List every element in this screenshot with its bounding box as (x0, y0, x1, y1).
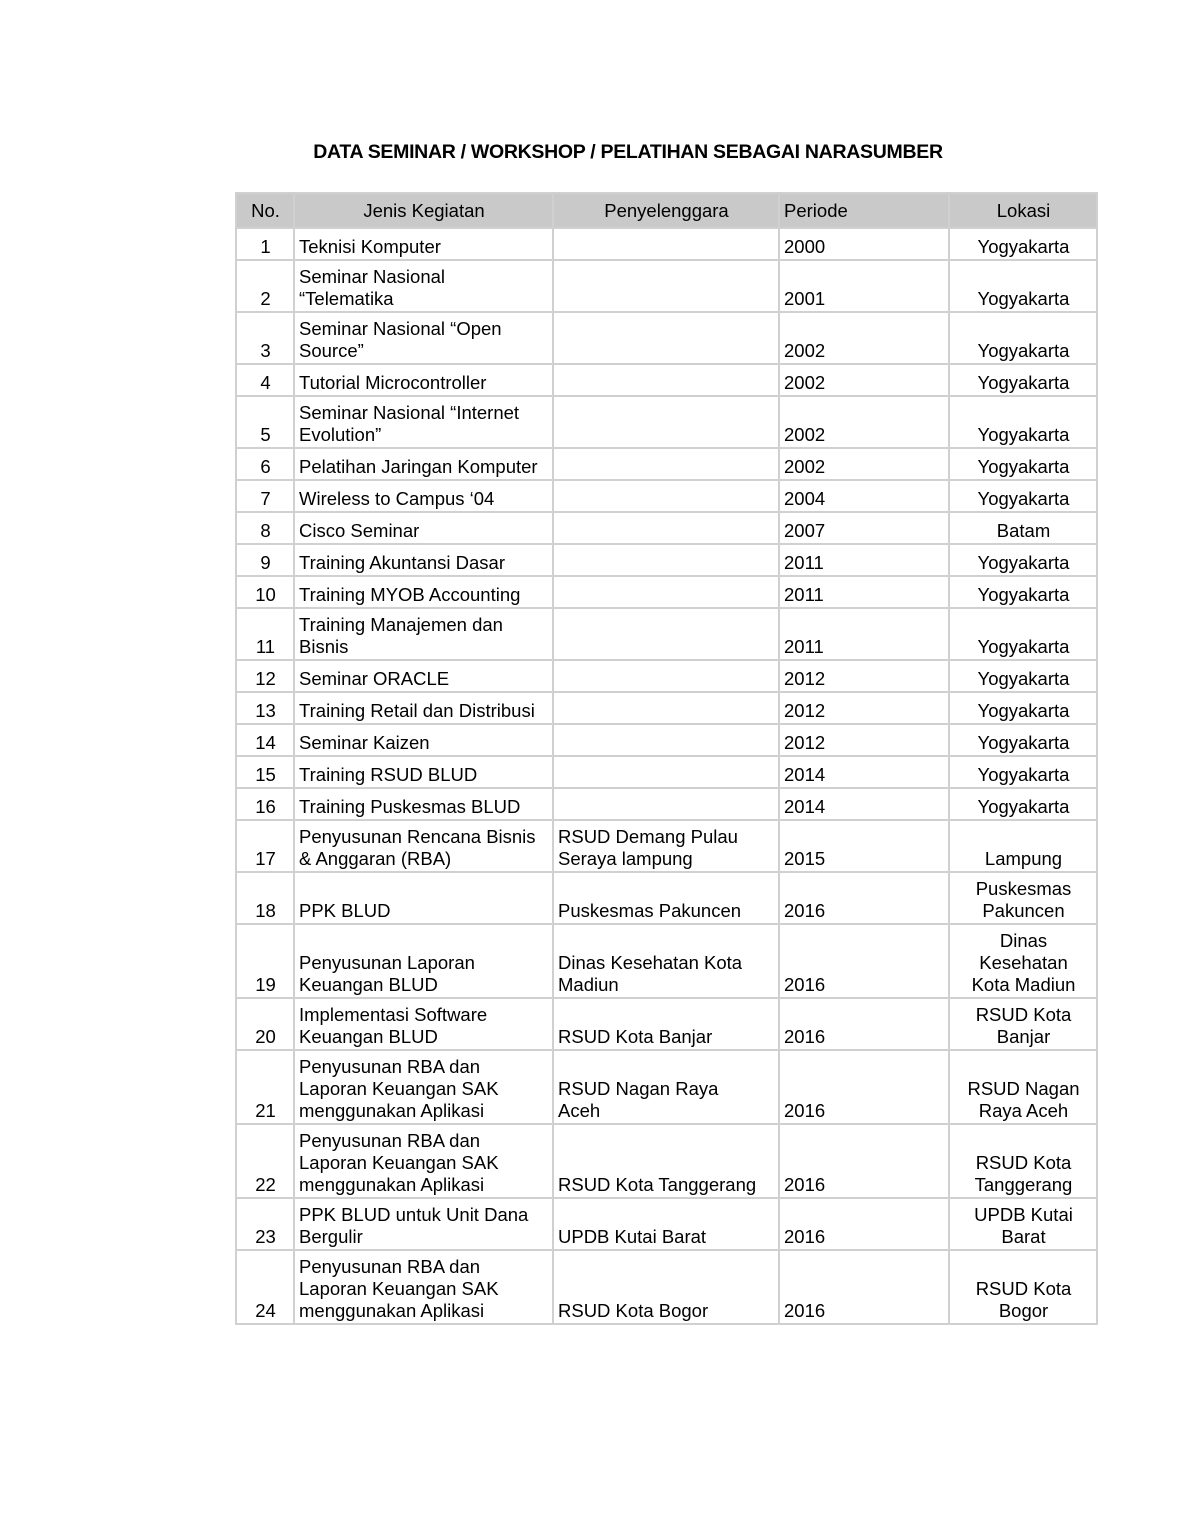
cell-lokasi-text: RSUD Kota Bogor (975, 1278, 1072, 1321)
cell-periode-text: 2011 (784, 584, 824, 605)
cell-periode-text: 2016 (784, 1226, 826, 1247)
cell-no-text: 4 (260, 372, 271, 393)
cell-no-text: 11 (255, 636, 276, 657)
cell-lokasi (949, 660, 1097, 692)
cell-periode (779, 998, 949, 1050)
cell-jenis-kegiatan (294, 512, 553, 544)
cell-jenis-kegiatan (294, 1124, 553, 1198)
cell-lokasi-text: Yogyakarta (977, 488, 1070, 509)
table-row (236, 228, 1097, 260)
cell-lokasi (949, 228, 1097, 260)
cell-no (236, 724, 294, 756)
cell-periode (779, 364, 949, 396)
table-row (236, 756, 1097, 788)
cell-jenis-kegiatan-text: Wireless to Campus ‘04 (299, 488, 495, 509)
cell-penyelenggara (553, 576, 779, 608)
cell-jenis-kegiatan (294, 756, 553, 788)
cell-lokasi (949, 512, 1097, 544)
cell-jenis-kegiatan (294, 544, 553, 576)
cell-lokasi-text: Dinas Kesehatan Kota Madiun (971, 930, 1076, 995)
cell-periode-text: 2016 (784, 900, 826, 921)
cell-lokasi-text: Yogyakarta (977, 700, 1070, 721)
cell-periode (779, 312, 949, 364)
table-row (236, 724, 1097, 756)
cell-periode-text: 2001 (784, 288, 826, 309)
cell-no-text: 1 (260, 236, 271, 257)
cell-no (236, 608, 294, 660)
cell-no-text: 8 (260, 520, 271, 541)
cell-penyelenggara-text: RSUD Kota Tanggerang (558, 1174, 757, 1195)
cell-periode (779, 1250, 949, 1324)
cell-lokasi (949, 260, 1097, 312)
table-row (236, 260, 1097, 312)
cell-penyelenggara (553, 544, 779, 576)
table-row (236, 608, 1097, 660)
cell-periode (779, 788, 949, 820)
cell-periode-text: 2011 (784, 636, 824, 657)
cell-penyelenggara-text: RSUD Demang Pulau Seraya lampung (558, 826, 738, 869)
page-title: DATA SEMINAR / WORKSHOP / PELATIHAN SEBAGAI NARASUMBER (313, 141, 943, 163)
cell-jenis-kegiatan (294, 788, 553, 820)
cell-no (236, 312, 294, 364)
cell-jenis-kegiatan (294, 396, 553, 448)
cell-no (236, 396, 294, 448)
cell-jenis-kegiatan (294, 724, 553, 756)
cell-lokasi (949, 692, 1097, 724)
cell-penyelenggara (553, 820, 779, 872)
column-header-no: No. (236, 193, 294, 228)
cell-no (236, 1198, 294, 1250)
table-row (236, 1250, 1097, 1324)
table-row (236, 364, 1097, 396)
cell-lokasi (949, 396, 1097, 448)
cell-jenis-kegiatan-text: Seminar Kaizen (299, 732, 430, 753)
cell-no-text: 13 (255, 700, 276, 721)
cell-no (236, 228, 294, 260)
cell-no-text: 6 (260, 456, 271, 477)
cell-periode-text: 2011 (784, 552, 824, 573)
cell-no (236, 924, 294, 998)
table-row (236, 312, 1097, 364)
cell-no-text: 12 (255, 668, 276, 689)
cell-no-text: 9 (260, 552, 271, 573)
cell-periode (779, 1124, 949, 1198)
cell-jenis-kegiatan (294, 228, 553, 260)
cell-penyelenggara (553, 512, 779, 544)
cell-periode-text: 2002 (784, 372, 826, 393)
cell-penyelenggara (553, 872, 779, 924)
cell-no (236, 576, 294, 608)
cell-penyelenggara (553, 608, 779, 660)
cell-lokasi-text: Yogyakarta (977, 424, 1070, 445)
cell-jenis-kegiatan-text: Training Retail dan Distribusi (299, 700, 535, 721)
cell-no-text: 21 (255, 1100, 276, 1121)
cell-penyelenggara (553, 1124, 779, 1198)
cell-jenis-kegiatan-text: Penyusunan Laporan Keuangan BLUD (299, 952, 475, 995)
cell-periode-text: 2016 (784, 1174, 826, 1195)
cell-lokasi-text: Yogyakarta (977, 732, 1070, 753)
cell-no-text: 14 (255, 732, 276, 753)
table-header-row (236, 193, 1097, 228)
table-row (236, 660, 1097, 692)
cell-penyelenggara (553, 998, 779, 1050)
cell-no (236, 364, 294, 396)
cell-jenis-kegiatan (294, 448, 553, 480)
cell-penyelenggara (553, 1050, 779, 1124)
cell-periode-text: 2012 (784, 732, 826, 753)
cell-jenis-kegiatan-text: Training Akuntansi Dasar (299, 552, 506, 573)
cell-penyelenggara (553, 1250, 779, 1324)
cell-lokasi-text: Yogyakarta (977, 288, 1070, 309)
cell-penyelenggara-text: RSUD Kota Bogor (558, 1300, 709, 1321)
cell-no-text: 3 (260, 340, 271, 361)
cell-periode-text: 2007 (784, 520, 826, 541)
cell-no (236, 1124, 294, 1198)
cell-lokasi-text: Lampung (984, 848, 1063, 869)
cell-penyelenggara (553, 756, 779, 788)
table-row (236, 1198, 1097, 1250)
cell-lokasi-text: Batam (996, 520, 1051, 541)
cell-lokasi-text: Yogyakarta (977, 668, 1070, 689)
cell-no (236, 756, 294, 788)
cell-jenis-kegiatan-text: PPK BLUD (299, 900, 391, 921)
cell-jenis-kegiatan (294, 872, 553, 924)
cell-penyelenggara (553, 788, 779, 820)
cell-lokasi-text: Yogyakarta (977, 796, 1070, 817)
cell-lokasi (949, 544, 1097, 576)
cell-penyelenggara (553, 724, 779, 756)
cell-penyelenggara (553, 480, 779, 512)
cell-jenis-kegiatan-text: Pelatihan Jaringan Komputer (299, 456, 538, 477)
cell-lokasi-text: RSUD Nagan Raya Aceh (967, 1078, 1080, 1121)
cell-periode (779, 260, 949, 312)
cell-jenis-kegiatan-text: Implementasi Software Keuangan BLUD (299, 1004, 488, 1047)
table-row (236, 692, 1097, 724)
cell-jenis-kegiatan (294, 576, 553, 608)
cell-periode-text: 2002 (784, 340, 826, 361)
cell-periode (779, 924, 949, 998)
cell-lokasi-text: Yogyakarta (977, 584, 1070, 605)
cell-no (236, 998, 294, 1050)
cell-periode-text: 2014 (784, 796, 826, 817)
cell-lokasi-text: RSUD Kota Banjar (975, 1004, 1072, 1047)
cell-jenis-kegiatan-text: Seminar Nasional “Telematika (299, 266, 446, 309)
cell-lokasi (949, 820, 1097, 872)
cell-jenis-kegiatan (294, 998, 553, 1050)
cell-no-text: 2 (260, 288, 271, 309)
cell-periode (779, 1198, 949, 1250)
cell-jenis-kegiatan-text: Training RSUD BLUD (299, 764, 478, 785)
table-row (236, 998, 1097, 1050)
cell-no-text: 23 (255, 1226, 276, 1247)
cell-periode (779, 480, 949, 512)
cell-lokasi (949, 872, 1097, 924)
cell-jenis-kegiatan (294, 820, 553, 872)
cell-penyelenggara (553, 924, 779, 998)
cell-no (236, 260, 294, 312)
cell-jenis-kegiatan-text: Penyusunan Rencana Bisnis & Anggaran (RBA) (299, 826, 536, 869)
cell-jenis-kegiatan-text: Seminar Nasional “Internet Evolution” (299, 402, 520, 445)
cell-jenis-kegiatan (294, 1050, 553, 1124)
cell-jenis-kegiatan (294, 1250, 553, 1324)
cell-no (236, 872, 294, 924)
cell-penyelenggara (553, 312, 779, 364)
cell-no-text: 15 (255, 764, 276, 785)
cell-periode-text: 2002 (784, 424, 826, 445)
column-header-penyelenggara: Penyelenggara (553, 193, 779, 228)
cell-penyelenggara (553, 260, 779, 312)
cell-lokasi (949, 756, 1097, 788)
cell-penyelenggara-text: Puskesmas Pakuncen (558, 900, 742, 921)
cell-periode (779, 692, 949, 724)
cell-no-text: 19 (255, 974, 276, 995)
cell-no-text: 22 (255, 1174, 276, 1195)
cell-no (236, 448, 294, 480)
cell-no (236, 1050, 294, 1124)
cell-lokasi-text: Yogyakarta (977, 764, 1070, 785)
cell-jenis-kegiatan-text: PPK BLUD untuk Unit Dana Bergulir (299, 1204, 529, 1247)
cell-lokasi (949, 364, 1097, 396)
cell-penyelenggara (553, 660, 779, 692)
cell-penyelenggara (553, 228, 779, 260)
cell-lokasi-text: Yogyakarta (977, 372, 1070, 393)
cell-penyelenggara (553, 364, 779, 396)
cell-periode-text: 2012 (784, 668, 826, 689)
cell-lokasi (949, 480, 1097, 512)
cell-jenis-kegiatan-text: Seminar ORACLE (299, 668, 450, 689)
cell-jenis-kegiatan (294, 692, 553, 724)
cell-periode (779, 872, 949, 924)
cell-no-text: 18 (255, 900, 276, 921)
cell-periode (779, 512, 949, 544)
cell-no (236, 820, 294, 872)
cell-no-text: 5 (260, 424, 271, 445)
cell-jenis-kegiatan (294, 924, 553, 998)
cell-jenis-kegiatan-text: Penyusunan RBA dan Laporan Keuangan SAK menggunakan Aplikasi (299, 1056, 499, 1121)
cell-periode (779, 396, 949, 448)
cell-no-text: 20 (255, 1026, 276, 1047)
cell-periode (779, 448, 949, 480)
cell-penyelenggara (553, 1198, 779, 1250)
cell-periode (779, 1050, 949, 1124)
cell-jenis-kegiatan (294, 660, 553, 692)
cell-periode (779, 660, 949, 692)
cell-lokasi (949, 608, 1097, 660)
cell-periode (779, 724, 949, 756)
cell-penyelenggara-text: RSUD Nagan Raya Aceh (558, 1078, 719, 1121)
cell-jenis-kegiatan-text: Teknisi Komputer (299, 236, 441, 257)
table-row (236, 396, 1097, 448)
cell-jenis-kegiatan-text: Seminar Nasional “Open Source” (299, 318, 502, 361)
cell-periode-text: 2002 (784, 456, 826, 477)
table-row (236, 1124, 1097, 1198)
cell-periode (779, 820, 949, 872)
table-body (236, 228, 1097, 1324)
cell-no (236, 660, 294, 692)
table-row (236, 544, 1097, 576)
table-row (236, 820, 1097, 872)
cell-periode-text: 2000 (784, 236, 826, 257)
cell-penyelenggara (553, 692, 779, 724)
cell-no-text: 17 (255, 848, 276, 869)
cell-no (236, 788, 294, 820)
cell-lokasi (949, 312, 1097, 364)
cell-penyelenggara-text: Dinas Kesehatan Kota Madiun (558, 952, 743, 995)
cell-jenis-kegiatan (294, 1198, 553, 1250)
cell-periode (779, 756, 949, 788)
cell-lokasi (949, 998, 1097, 1050)
cell-periode-text: 2016 (784, 1300, 826, 1321)
cell-penyelenggara-text: RSUD Kota Banjar (558, 1026, 713, 1047)
cell-jenis-kegiatan-text: Cisco Seminar (299, 520, 420, 541)
cell-periode (779, 576, 949, 608)
table-row (236, 788, 1097, 820)
cell-lokasi (949, 1198, 1097, 1250)
table-row (236, 512, 1097, 544)
cell-penyelenggara (553, 396, 779, 448)
cell-jenis-kegiatan-text: Tutorial Microcontroller (299, 372, 487, 393)
cell-lokasi-text: Yogyakarta (977, 340, 1070, 361)
activity-table (235, 192, 1098, 1325)
cell-jenis-kegiatan (294, 608, 553, 660)
table-row (236, 480, 1097, 512)
cell-penyelenggara (553, 448, 779, 480)
cell-jenis-kegiatan-text: Training Manajemen dan Bisnis (299, 614, 503, 657)
column-header-lokasi: Lokasi (949, 193, 1097, 228)
cell-lokasi-text: RSUD Kota Tanggerang (974, 1152, 1073, 1195)
cell-lokasi-text: Yogyakarta (977, 636, 1070, 657)
cell-jenis-kegiatan (294, 480, 553, 512)
cell-no-text: 10 (255, 584, 276, 605)
column-header-jenis-kegiatan: Jenis Kegiatan (294, 193, 553, 228)
cell-jenis-kegiatan (294, 312, 553, 364)
table-row (236, 448, 1097, 480)
cell-lokasi (949, 1050, 1097, 1124)
cell-no (236, 1250, 294, 1324)
cell-lokasi (949, 924, 1097, 998)
table-row (236, 872, 1097, 924)
cell-lokasi (949, 788, 1097, 820)
cell-no-text: 16 (255, 796, 276, 817)
cell-lokasi (949, 448, 1097, 480)
cell-periode (779, 228, 949, 260)
cell-periode-text: 2016 (784, 974, 826, 995)
cell-lokasi-text: UPDB Kutai Barat (974, 1204, 1073, 1247)
cell-periode-text: 2004 (784, 488, 826, 509)
cell-jenis-kegiatan-text: Penyusunan RBA dan Laporan Keuangan SAK menggunakan Aplikasi (299, 1130, 499, 1195)
cell-lokasi (949, 1250, 1097, 1324)
cell-jenis-kegiatan-text: Penyusunan RBA dan Laporan Keuangan SAK menggunakan Aplikasi (299, 1256, 499, 1321)
cell-periode-text: 2016 (784, 1026, 826, 1047)
cell-no (236, 544, 294, 576)
cell-lokasi (949, 724, 1097, 756)
column-header-periode: Periode (779, 193, 949, 228)
cell-periode-text: 2014 (784, 764, 826, 785)
cell-jenis-kegiatan-text: Training MYOB Accounting (299, 584, 521, 605)
cell-periode (779, 544, 949, 576)
cell-lokasi-text: Yogyakarta (977, 456, 1070, 477)
table-row (236, 1050, 1097, 1124)
cell-lokasi-text: Yogyakarta (977, 236, 1070, 257)
table-row (236, 576, 1097, 608)
cell-periode-text: 2015 (784, 848, 826, 869)
cell-no (236, 480, 294, 512)
cell-jenis-kegiatan (294, 364, 553, 396)
cell-no (236, 692, 294, 724)
cell-jenis-kegiatan-text: Training Puskesmas BLUD (299, 796, 521, 817)
cell-penyelenggara-text: UPDB Kutai Barat (558, 1226, 707, 1247)
cell-lokasi-text: Yogyakarta (977, 552, 1070, 573)
cell-no (236, 512, 294, 544)
cell-no-text: 24 (255, 1300, 276, 1321)
cell-periode (779, 608, 949, 660)
table-row (236, 924, 1097, 998)
cell-no-text: 7 (260, 488, 271, 509)
cell-periode-text: 2016 (784, 1100, 826, 1121)
cell-lokasi (949, 1124, 1097, 1198)
cell-periode-text: 2012 (784, 700, 826, 721)
cell-jenis-kegiatan (294, 260, 553, 312)
cell-lokasi (949, 576, 1097, 608)
cell-lokasi-text: Puskesmas Pakuncen (975, 878, 1072, 921)
